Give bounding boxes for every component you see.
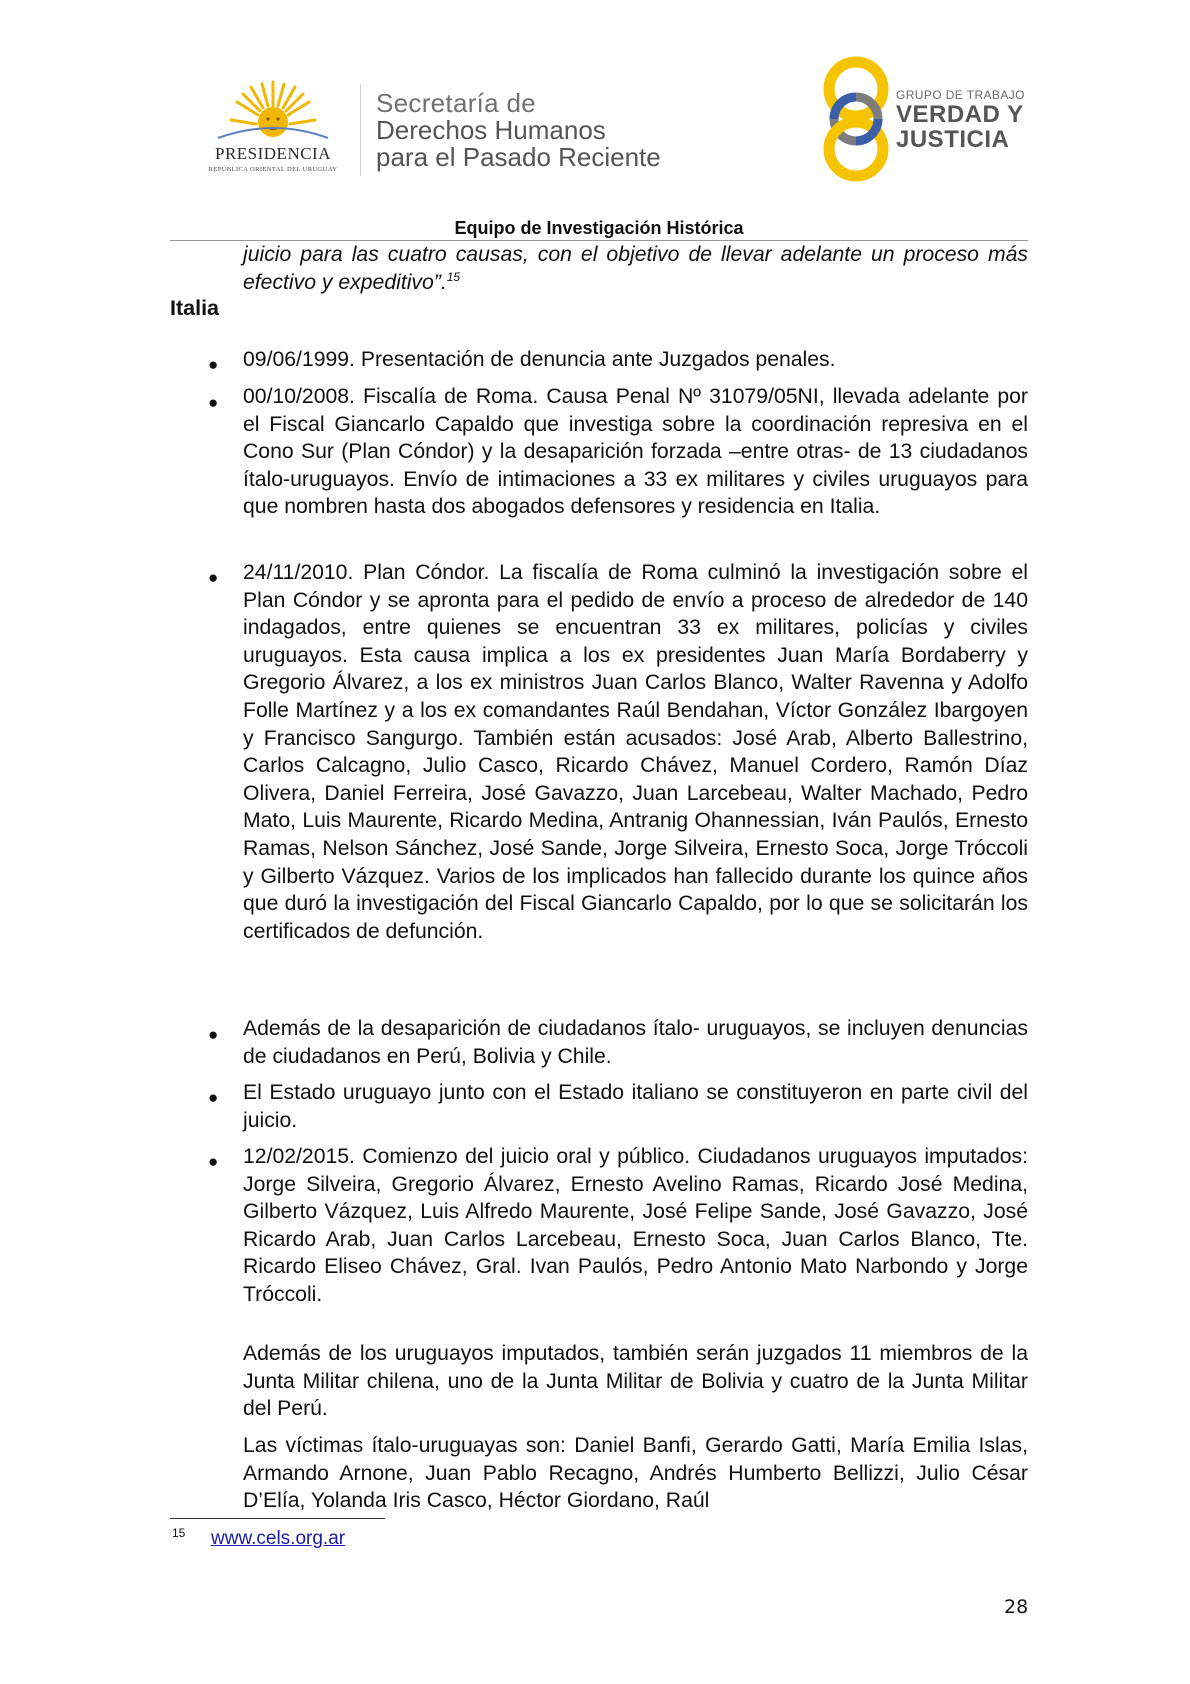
list-item: Además de la desaparición de ciudadanos ítalo- uruguayos, se incluyen denuncias de ciudadanos en Perú, Bolivia y Chile. [243,1017,1028,1068]
verdad-justicia-wordmark [896,88,1025,152]
bullet-icon: ● [208,568,219,587]
bullet-icon: ● [208,355,219,374]
secretaria-line-2: Derechos Humanos [376,115,606,145]
list-item: 12/02/2015. Comienzo del juicio oral y público. Ciudadanos uruguayos imputados: Jorge Silveira, Gregorio Álvarez, Ernesto Avelino Ramas, Ricardo José Medina, Gilberto Vázquez, Luis Alfredo Maurente, José Felipe Sande, José Gavazzo, José Ricardo Arab, Juan Carlos Larcebeau, Ernesto Soca, Juan Carlos Blanco, Tte. Ricardo Eliseo Chávez, Gral. Ivan Paulós, Pedro Antonio Mato Narbondo y Jorge Tróccoli. [243,1145,1028,1306]
bullet-icon: ● [208,393,219,412]
verdad-justicia-logo [818,56,1028,182]
footnote-link[interactable]: www.cels.org.ar [211,1528,346,1549]
continuation-paragraph [243,241,1028,296]
list-item: 09/06/1999. Presentación de denuncia ante Juzgados penales. [243,348,836,371]
running-header-title: Equipo de Investigación Histórica [454,218,744,238]
secretaria-line-1: Secretaría de [376,88,536,118]
section-title: Italia [170,296,219,320]
page-number: 28 [1004,1596,1029,1618]
list-item: 24/11/2010. Plan Cóndor. La fiscalía de Roma culminó la investigación sobre el Plan Cóndor y se apronta para el pedido de envío a proceso de alrededor de 140 indagados, entre quienes se encuentran 33 ex militares, policías y civiles uruguayos. Esta causa implica a los ex presidentes Juan María Bordaberry y Gregorio Álvarez, a los ex ministros Juan Carlos Blanco, Walter Ravenna y Adolfo Folle Martínez y a los ex comandantes Raúl Bendahan, Víctor González Ibargoyen y Francisco Sangurgo. También están acusados: José Arab, Alberto Ballestrino, Carlos Calcagno, Julio Casco, Ricardo Chávez, Manuel Cordero, Ramón Díaz Olivera, Daniel Ferreira, José Gavazzo, Juan Larcebeau, Walter Machado, Pedro Mato, Luis Maurente, Ricardo Medina, Antranig Ohannessian, Iván Paulós, Ernesto Ramas, Nelson Sánchez, José Sande, Jorge Silveira, Ernesto Soca, Jorge Tróccoli y Gilberto Vázquez. Varios de los implicados han fallecido durante los quince años que duró la investigación del Fiscal Giancarlo Capaldo, por lo que se solicitarán los certificados de defunción. [243,561,1028,943]
footnote-ref: 15 [446,269,461,284]
presidencia-logo [198,78,358,178]
gtvj-line-1: GRUPO DE TRABAJO [896,88,1025,102]
gtvj-line-3: JUSTICIA [896,126,1010,153]
presidencia-wordmark: PRESIDENCIA [214,144,331,163]
bullet-icon: ● [208,1025,219,1044]
footnote-rule [170,1518,385,1519]
interlocking-rings-icon [818,56,898,182]
bullet-icon: ● [208,1152,219,1171]
body-paragraph: Las víctimas ítalo-uruguayas son: Daniel Banfi, Gerardo Gatti, María Emilia Islas, Armando Arnone, Juan Pablo Recagno, Andrés Humberto Bellizzi, Julio César D’Elía, Yolanda Iris Casco, Héctor Giordano, Raúl [243,1434,1028,1513]
gtvj-line-2: VERDAD Y [896,101,1024,128]
body-paragraph: Además de los uruguayos imputados, también serán juzgados 11 miembros de la Junta Militar chilena, uno de la Junta Militar de Bolivia y cuatro de la Junta Militar del Perú. [243,1342,1028,1421]
bullet-icon: ● [208,1088,219,1107]
list-item: 00/10/2008. Fiscalía de Roma. Causa Penal Nº 31079/05NI, llevada adelante por el Fiscal Giancarlo Capaldo que investiga sobre la coordinación represiva en el Cono Sur (Plan Cóndor) y la desaparición forzada –entre otras- de 13 ciudadanos ítalo-uruguayos. Envío de intimaciones a 33 ex militares y civiles uruguayos para que nombren hasta dos abogados defensores y residencia en Italia. [243,385,1028,519]
sun-emblem-icon [198,78,348,144]
logo-divider [360,84,361,176]
list-item: El Estado uruguayo junto con el Estado italiano se constituyeron en parte civil del juicio. [243,1081,1028,1132]
footnote-number: 15 [172,1526,186,1540]
continuation-text: juicio para las cuatro causas, con el objetivo de llevar adelante un proceso más efectivo y expeditivo”. [243,243,1028,294]
secretaria-wordmark [376,90,661,171]
presidencia-subtitle: REPÚBLICA ORIENTAL DEL URUGUAY [208,166,338,173]
secretaria-line-3: para el Pasado Reciente [376,142,661,172]
